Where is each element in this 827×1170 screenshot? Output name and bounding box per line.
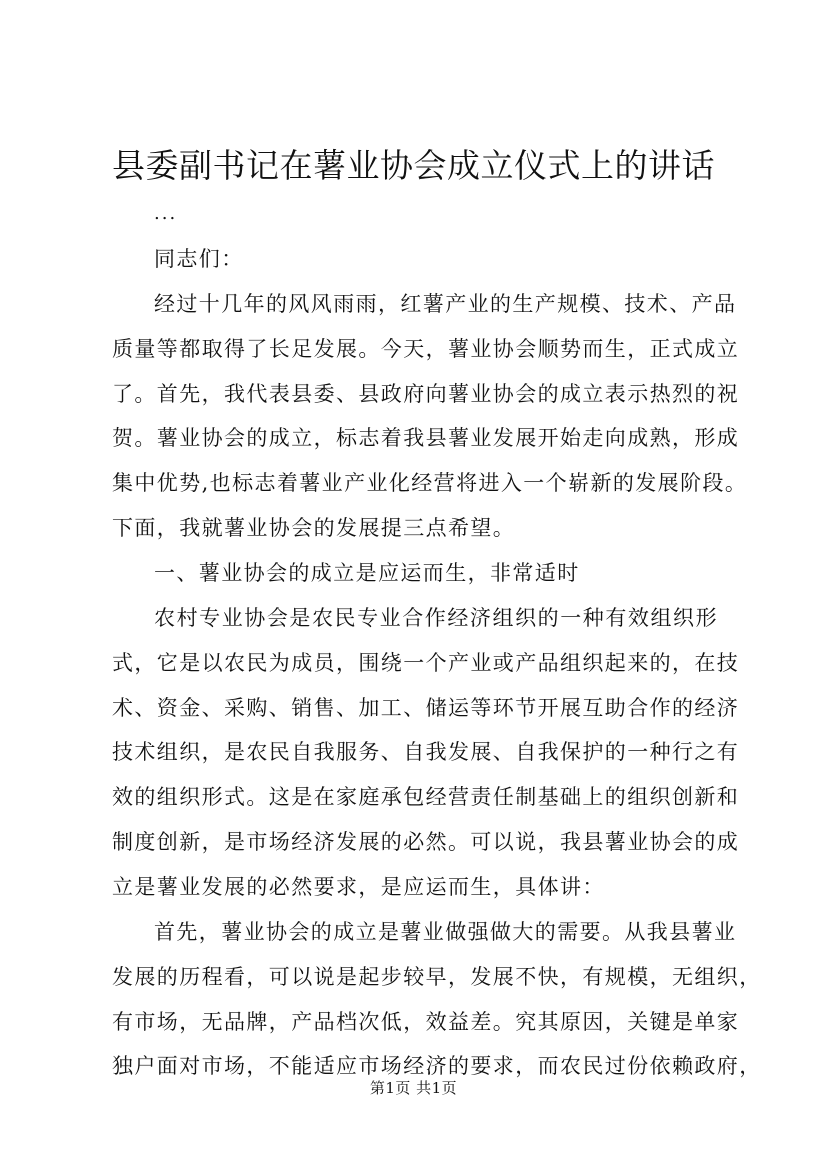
- paragraph-3: [112, 910, 762, 1089]
- salutation-line: 同志们：: [154, 247, 244, 271]
- paragraph-line: 式，它是以农民为成员，围绕一个产业或产品组织起来的，在技: [112, 650, 740, 675]
- paragraph-line: 了。首先，我代表县委、县政府向薯业协会的成立表示热烈的祝: [112, 381, 740, 406]
- salutation: [112, 237, 718, 282]
- paragraph-line: 贺。薯业协会的成立，标志着我县薯业发展开始走向成熟，形成: [112, 426, 740, 451]
- paragraph-line: 首先，薯业协会的成立是薯业做强做大的需要。从我县薯业: [154, 920, 737, 944]
- section-heading-1: [112, 551, 718, 596]
- paragraph-line: 经过十几年的风风雨雨，红薯产业的生产规模、技术、产品: [154, 292, 737, 316]
- paragraph-line: 集中优势,也标志着薯业产业化经营将进入一个崭新的发展阶段。: [112, 471, 748, 496]
- paragraph-line: 有市场，无品牌，产品档次低，效益差。究其原因，关键是单家: [112, 1009, 740, 1034]
- paragraph-line: 术、资金、采购、销售、加工、储运等环节开展互助合作的经济: [112, 695, 740, 720]
- paragraph-line: 农村专业协会是农民专业合作经济组织的一种有效组织形: [154, 606, 718, 630]
- page-footer: 第1页 共1页: [369, 1079, 458, 1097]
- paragraph-1: [112, 282, 748, 551]
- paragraph-2: [112, 596, 740, 910]
- paragraph-line: 制度创新，是市场经济发展的必然。可以说，我县薯业协会的成: [112, 829, 740, 854]
- paragraph-line: 独户面对市场，不能适应市场经济的要求，而农民过份依赖政府，: [112, 1054, 762, 1079]
- paragraph-line: 技术组织，是农民自我服务、自我发展、自我保护的一种行之有: [112, 740, 740, 765]
- paragraph-line: 下面，我就薯业协会的发展提三点希望。: [112, 515, 516, 540]
- ellipsis-text: ...: [154, 203, 178, 224]
- paragraph-line: 质量等都取得了长足发展。今天，薯业协会顺势而生，正式成立: [112, 336, 740, 361]
- paragraph-line: 立是薯业发展的必然要求，是应运而生，具体讲：: [112, 874, 605, 899]
- paragraph-line: 效的组织形式。这是在家庭承包经营责任制基础上的组织创新和: [112, 785, 740, 810]
- paragraph-line: 发展的历程看，可以说是起步较早，发展不快，有规模，无组织，: [112, 964, 762, 989]
- document-title: 县委副书记在薯业协会成立仪式上的讲话: [112, 146, 715, 185]
- section-heading-line: 一、薯业协会的成立是应运而生，非常适时: [154, 561, 580, 585]
